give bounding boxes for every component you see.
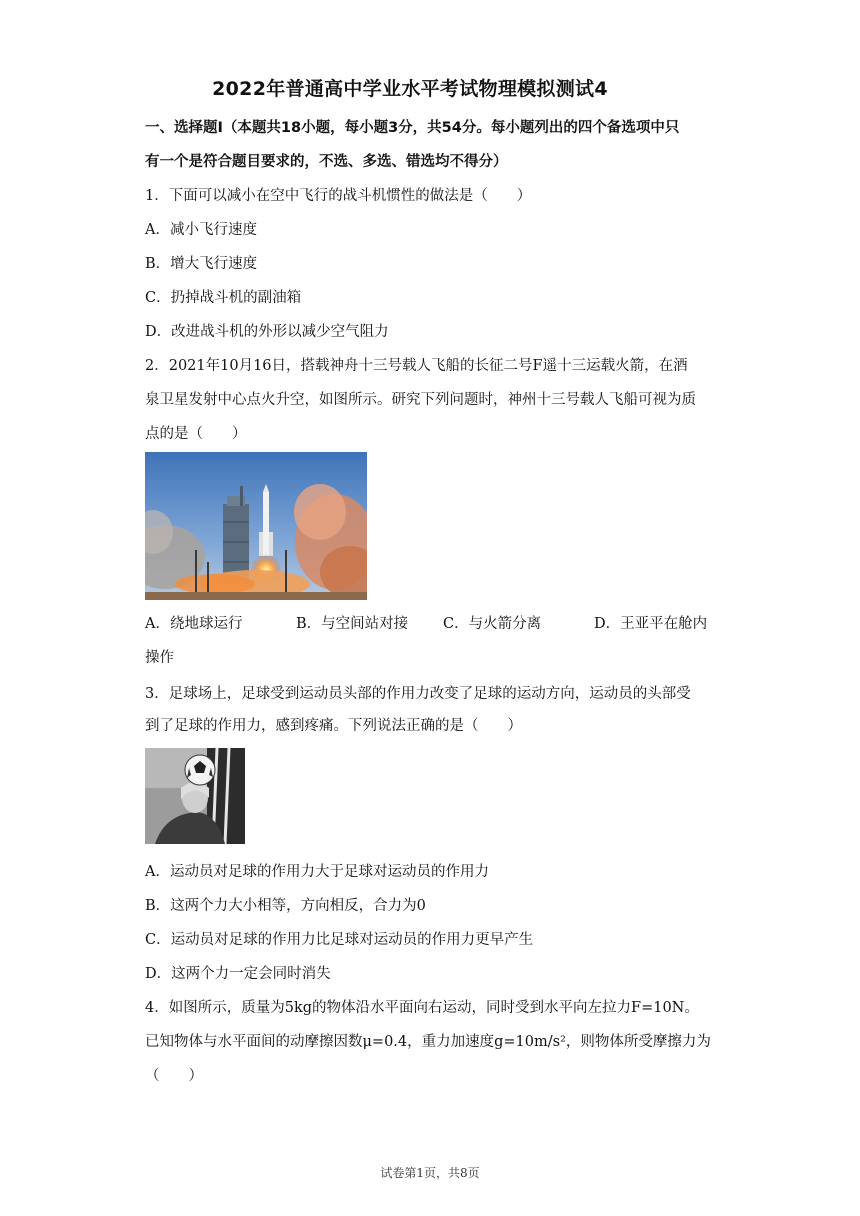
question-2-stem-line2: 泉卫星发射中心点火升空，如图所示。研究下列问题时，神州十三号载人飞船可视为质 — [145, 392, 696, 408]
question-4-stem-line2: 已知物体与水平面间的动摩擦因数μ=0.4，重力加速度g=10m/s²，则物体所受摩擦力为 — [145, 1034, 711, 1050]
rocket-launch-image — [145, 452, 367, 600]
question-1-stem: 1．下面可以减小在空中飞行的战斗机惯性的做法是（ ） — [145, 188, 532, 204]
question-2-option-d: D．王亚平在舱内 — [594, 616, 708, 632]
question-2-option-c: C．与火箭分离 — [443, 616, 542, 632]
section-heading-line2: 有一个是符合题目要求的，不选、多选、错选均不得分） — [145, 154, 508, 170]
question-1-option-b: B．增大飞行速度 — [145, 256, 258, 272]
question-3-stem-line2: 到了足球的作用力，感到疼痛。下列说法正确的是（ ） — [145, 718, 522, 734]
question-2-option-b: B．与空间站对接 — [296, 616, 409, 632]
question-3-option-d: D．这两个力一定会同时消失 — [145, 966, 331, 982]
page-title: 2022年普通高中学业水平考试物理模拟测试4 — [212, 78, 608, 100]
section-heading-line1: 一、选择题I（本题共18小题，每小题3分，共54分。每小题列出的四个备选项中只 — [145, 120, 680, 136]
page-footer: 试卷第1页，共8页 — [380, 1166, 480, 1180]
question-2-stem-line3: 点的是（ ） — [145, 426, 247, 442]
question-2-stem-line1: 2．2021年10月16日，搭载神舟十三号载人飞船的长征二号F遥十三运载火箭，在酒 — [145, 358, 688, 374]
soccer-header-image — [145, 748, 245, 844]
question-3-option-a: A．运动员对足球的作用力大于足球对运动员的作用力 — [145, 864, 489, 880]
question-4-stem-line3: （ ） — [145, 1068, 203, 1084]
question-3-option-b: B．这两个力大小相等，方向相反，合力为0 — [145, 898, 426, 914]
question-2-option-d-continuation: 操作 — [145, 650, 174, 666]
question-1-option-a: A．减小飞行速度 — [145, 222, 257, 238]
question-2-option-a: A．绕地球运行 — [145, 616, 243, 632]
question-1-option-c: C．扔掉战斗机的副油箱 — [145, 290, 302, 306]
question-3-stem-line1: 3．足球场上，足球受到运动员头部的作用力改变了足球的运动方向，运动员的头部受 — [145, 686, 691, 702]
question-3-option-c: C．运动员对足球的作用力比足球对运动员的作用力更早产生 — [145, 932, 534, 948]
question-4-stem-line1: 4．如图所示，质量为5kg的物体沿水平面向右运动，同时受到水平向左拉力F=10N。 — [145, 1000, 699, 1016]
question-1-option-d: D．改进战斗机的外形以减少空气阻力 — [145, 324, 389, 340]
